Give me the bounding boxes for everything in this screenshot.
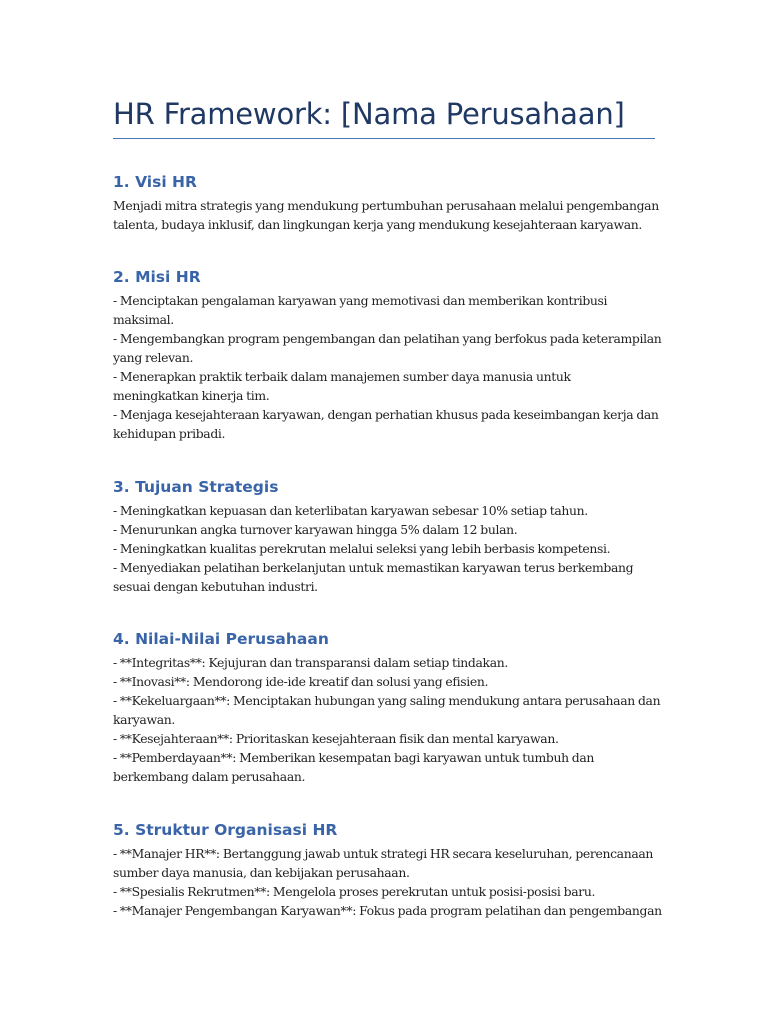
- paragraph-line: maksimal.: [113, 312, 174, 327]
- paragraph-line: - **Integritas**: Kejujuran dan transparansi dalam setiap tindakan.: [113, 655, 508, 670]
- paragraph-line: - **Kesejahteraan**: Prioritaskan kesejahteraan fisik dan mental karyawan.: [113, 731, 559, 746]
- paragraph-line: - Menurunkan angka turnover karyawan hingga 5% dalam 12 bulan.: [113, 522, 518, 537]
- paragraph-line: - **Manajer HR**: Bertanggung jawab untuk strategi HR secara keseluruhan, perencanaan: [113, 846, 654, 861]
- section-body: [113, 291, 662, 443]
- section-misi-hr: [113, 266, 662, 443]
- paragraph-line: yang relevan.: [113, 350, 194, 365]
- paragraph-line: - **Inovasi**: Mendorong ide-ide kreatif dan solusi yang efisien.: [113, 674, 489, 689]
- paragraph-line: - **Kekeluargaan**: Menciptakan hubungan yang saling mendukung antara perusahaan dan: [113, 693, 661, 708]
- section-heading: 5. Struktur Organisasi HR: [113, 821, 338, 839]
- section-heading: 4. Nilai-Nilai Perusahaan: [113, 630, 329, 648]
- section-nilai-perusahaan: [113, 628, 661, 786]
- paragraph-line: sesuai dengan kebutuhan industri.: [113, 579, 318, 594]
- paragraph-line: talenta, budaya inklusif, dan lingkungan kerja yang mendukung kesejahteraan karyawan.: [113, 217, 642, 232]
- document-title: HR Framework: [Nama Perusahaan]: [113, 97, 625, 131]
- paragraph-line: - Meningkatkan kualitas perekrutan melalui seleksi yang lebih berbasis kompetensi.: [113, 541, 611, 556]
- section-heading: 1. Visi HR: [113, 173, 197, 191]
- paragraph-line: berkembang dalam perusahaan.: [113, 769, 306, 784]
- paragraph-line: - **Pemberdayaan**: Memberikan kesempatan bagi karyawan untuk tumbuh dan: [113, 750, 595, 765]
- paragraph-line: - Meningkatkan kepuasan dan keterlibatan karyawan sebesar 10% setiap tahun.: [113, 503, 588, 518]
- section-heading: 3. Tujuan Strategis: [113, 478, 279, 496]
- section-body: [113, 844, 662, 920]
- title-divider: [113, 138, 655, 139]
- paragraph-line: - Menerapkan praktik terbaik dalam manajemen sumber daya manusia untuk: [113, 369, 571, 384]
- paragraph-line: karyawan.: [113, 712, 175, 727]
- section-body: [113, 653, 661, 786]
- section-visi-hr: [113, 171, 658, 234]
- paragraph-line: - Mengembangkan program pengembangan dan pelatihan yang berfokus pada keterampilan: [113, 331, 662, 346]
- paragraph-line: - **Spesialis Rekrutmen**: Mengelola proses perekrutan untuk posisi-posisi baru.: [113, 884, 596, 899]
- section-body: [113, 501, 658, 596]
- section-body: [113, 196, 658, 234]
- section-tujuan-strategis: [113, 476, 658, 596]
- paragraph-line: meningkatkan kinerja tim.: [113, 388, 270, 403]
- paragraph-line: - Menjaga kesejahteraan karyawan, dengan perhatian khusus pada keseimbangan kerja dan: [113, 407, 659, 422]
- paragraph-line: sumber daya manusia, dan kebijakan perusahaan.: [113, 865, 410, 880]
- paragraph-line: kehidupan pribadi.: [113, 426, 226, 441]
- section-struktur-organisasi: [113, 819, 662, 920]
- paragraph-line: - **Manajer Pengembangan Karyawan**: Fokus pada program pelatihan dan pengembangan: [113, 903, 662, 918]
- paragraph-line: - Menciptakan pengalaman karyawan yang memotivasi dan memberikan kontribusi: [113, 293, 608, 308]
- section-heading: 2. Misi HR: [113, 268, 201, 286]
- paragraph-line: Menjadi mitra strategis yang mendukung pertumbuhan perusahaan melalui pengembangan: [113, 198, 659, 213]
- paragraph-line: - Menyediakan pelatihan berkelanjutan untuk memastikan karyawan terus berkembang: [113, 560, 634, 575]
